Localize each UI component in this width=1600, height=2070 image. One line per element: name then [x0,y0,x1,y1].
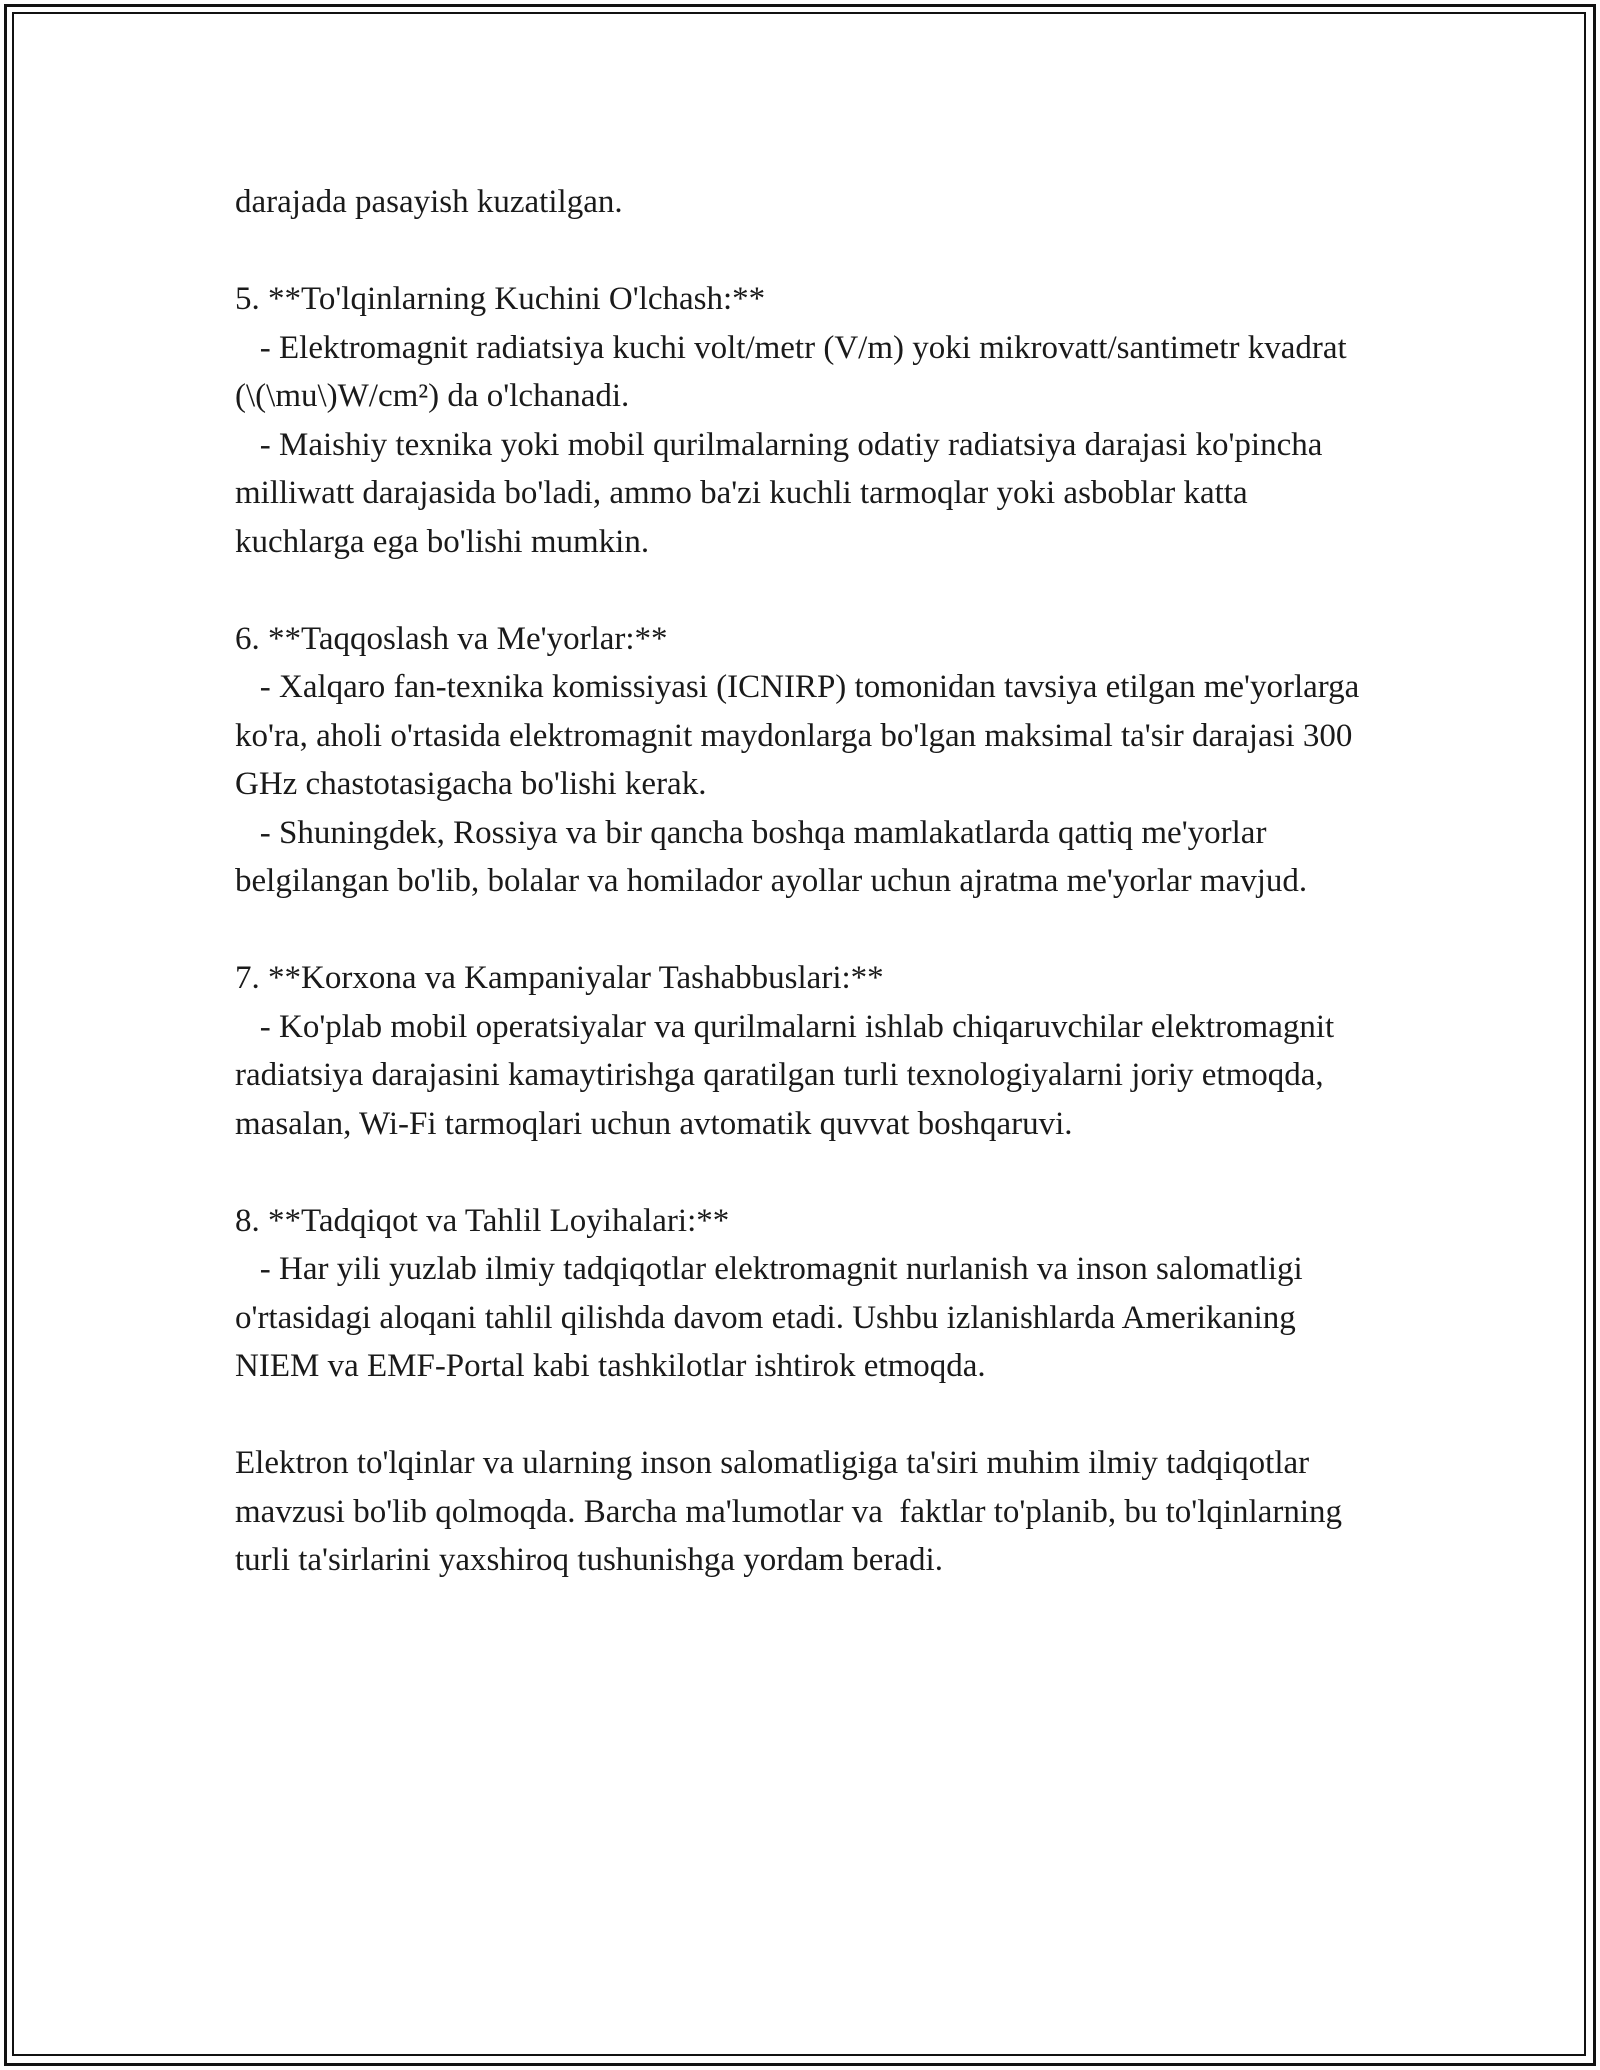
section-bullet: - Shuningdek, Rossiya va bir qancha boshqa mamlakatlarda qattiq me'yorlar belgilangan bo'lib, bolalar va homilador ayollar uchun ajratma me'yorlar mavjud. [235,814,1308,899]
section-6 [235,615,1375,906]
section-heading: 5. **To'lqinlarning Kuchini O'lchash:** [235,281,766,317]
section-bullet: - Maishiy texnika yoki mobil qurilmalarning odatiy radiatsiya darajasi ko'pincha milliwatt darajasida bo'ladi, ammo ba'zi kuchli tarmoqlar yoki asboblar katta kuchlarga ega bo'lishi mumkin. [235,426,1331,560]
paragraph-gap [235,566,1375,615]
section-bullet: - Elektromagnit radiatsiya kuchi volt/metr (V/m) yoki mikrovatt/santimetr kvadrat (\(\mu\)W/cm²) da o'lchanadi. [235,329,1355,414]
paragraph-gap [235,1391,1375,1440]
section-bullet: - Har yili yuzlab ilmiy tadqiqotlar elektromagnit nurlanish va inson salomatligi o'rtasidagi aloqani tahlil qilishda davom etadi. Ushbu izlanishlarda Amerikaning NIEM va EMF-Portal kabi tashkilotlar ishtirok etmoqda. [235,1251,1311,1384]
document-body [235,178,1375,1585]
section-bullet: - Xalqaro fan-texnika komissiyasi (ICNIRP) tomonidan tavsiya etilgan me'yorlarga ko'ra, aholi o'rtasida elektromagnit maydonlarga bo'lgan maksimal ta'sir darajasi 300 GHz chastotasigacha bo'lishi kerak. [235,669,1368,802]
section-heading: 6. **Taqqoslash va Me'yorlar:** [235,620,668,657]
paragraph-gap [235,227,1375,276]
section-heading: 8. **Tadqiqot va Tahlil Loyihalari:** [235,1202,730,1239]
intro-tail-text: darajada pasayish kuzatilgan. [235,184,623,220]
section-heading: 7. **Korxona va Kampaniyalar Tashabbuslari:** [235,960,884,996]
paragraph-gap [235,1148,1375,1197]
section-bullet: - Ko'plab mobil operatsiyalar va qurilmalarni ishlab chiqaruvchilar elektromagnit radiatsiya darajasini kamaytirishga qaratilgan turli texnologiyalarni joriy etmoqda, masalan, Wi-Fi tarmoqlari uchun avtomatik quvvat boshqaruvi. [235,1008,1343,1142]
paragraph-gap [235,906,1375,955]
conclusion-paragraph: Elektron to'lqinlar va ularning inson salomatligiga ta'siri muhim ilmiy tadqiqotlar mavzusi bo'lib qolmoqda. Barcha ma'lumotlar va faktlar to'planib, bu to'lqinlarning turli ta'sirlarini yaxshiroq tushunishga yordam beradi. [235,1445,1351,1578]
section-5 [235,275,1375,566]
section-8 [235,1197,1375,1391]
section-7 [235,954,1375,1148]
